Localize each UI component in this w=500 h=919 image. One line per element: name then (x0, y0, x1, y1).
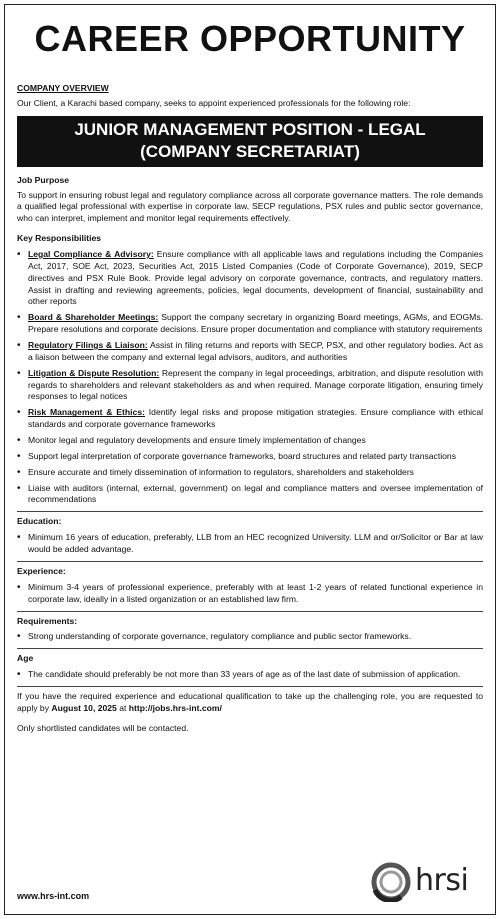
divider (17, 561, 483, 562)
responsibility-text: Represent the company in legal proceedings, arbitration, and dispute resolution with regards to shareholders and relevant stakeholders as and when required. Manage corporate litigation, ensuring timely responses to legal notices (28, 367, 483, 402)
position-subtitle: (COMPANY SECRETARIAT) (140, 141, 360, 161)
responsibility-item (17, 340, 483, 364)
hrsi-logo-icon (371, 862, 411, 902)
apply-text-at: at (116, 702, 129, 713)
education-title: Education: (17, 516, 62, 527)
responsibility-label: Board & Shareholder Meetings: (28, 312, 159, 323)
experience-item: • Minimum 3-4 years of professional experience, preferably with at least 1-2 years of related functional experience in corporate law, ideally in a listed organization or an established law firm. (17, 582, 483, 606)
responsibility-text: Liaise with auditors (internal, external, government) on legal and compliance matters and oversee implementation of recommendations (28, 482, 483, 505)
experience-title: Experience: (17, 565, 66, 576)
age-title: Age (17, 653, 34, 664)
responsibility-item (17, 483, 483, 507)
responsibility-item (17, 249, 483, 308)
position-banner (17, 116, 483, 167)
hrsi-logo-text: hrsi (415, 863, 469, 898)
responsibility-item (17, 368, 483, 404)
responsibility-item (17, 435, 483, 447)
responsibility-label: Legal Compliance & Advisory: (28, 249, 154, 260)
responsibility-text: Monitor legal and regulatory developments and ensure timely implementation of changes (28, 435, 366, 446)
overview-text: Our Client, a Karachi based company, seeks to appoint experienced professionals for the following role: (17, 97, 411, 108)
education-list (17, 532, 483, 556)
position-title: JUNIOR MANAGEMENT POSITION - LEGAL (74, 119, 426, 139)
headline: CAREER OPPORTUNITY (34, 18, 466, 59)
apply-link[interactable]: http://jobs.hrs-int.com/ (128, 702, 222, 713)
responsibility-text: Identify legal risks and propose mitigation strategies. Ensure compliance with ethical standards and corporate governance frameworks (28, 407, 484, 430)
divider (17, 611, 483, 612)
responsibility-text: Ensure accurate and timely dissemination of information to regulators, shareholders and stakeholders (28, 466, 414, 477)
requirements-list (17, 631, 483, 643)
responsibilities-list (17, 249, 483, 506)
responsibility-text: Support the company secretary in organizing Board meetings, AGMs, and EOGMs. Prepare resolutions and corporate decisions. Ensure proper documentation and compliance with statutory requirements (28, 312, 484, 335)
age-list (17, 669, 483, 681)
responsibilities-title: Key Responsibilities (17, 233, 102, 244)
divider (17, 648, 483, 649)
hrsi-logo (371, 862, 481, 902)
divider (17, 511, 483, 512)
apply-text: If you have the required experience and educational qualification to take up the challenging role, you are requested to apply by (17, 690, 483, 713)
responsibility-item (17, 451, 483, 463)
ad-content (17, 83, 483, 735)
responsibility-text: Assist in filing returns and reports with SECP, PSX, and other regulatory bodies. Act as a liaison between the company and external legal advisors, auditors, and authorities (28, 340, 483, 362)
responsibility-item (17, 312, 483, 336)
apply-instructions (17, 691, 483, 715)
responsibility-label: Litigation & Dispute Resolution: (28, 367, 160, 378)
responsibility-item (17, 407, 483, 431)
job-purpose-title: Job Purpose (17, 174, 70, 185)
responsibility-label: Risk Management & Ethics: (28, 407, 145, 418)
overview-title: COMPANY OVERVIEW (17, 83, 109, 93)
footer-website-link[interactable]: www.hrs-int.com (17, 890, 90, 901)
requirements-item: • Strong understanding of corporate governance, regulatory compliance and public sector frameworks. (17, 631, 483, 643)
shortlist-note: Only shortlisted candidates will be contacted. (17, 722, 189, 733)
experience-list (17, 582, 483, 606)
education-item: • Minimum 16 years of education, preferably, LLB from an HEC recognized University. LLM and or/Solicitor or Bar at law would be added advantage. (17, 532, 483, 556)
job-purpose-text: To support in ensuring robust legal and regulatory compliance across all corporate governance matters. The role demands a qualified legal professional with expertise in corporate law, SECP regulations, PSX rules and public sector governance, who can interpret, implement and monitor legal requirements effectively. (17, 189, 483, 224)
job-advertisement (4, 4, 496, 915)
divider (17, 686, 483, 687)
responsibility-item (17, 467, 483, 479)
apply-deadline: August 10, 2025 (51, 702, 117, 713)
responsibility-label: Regulatory Filings & Liaison: (28, 340, 148, 351)
requirements-title: Requirements: (17, 615, 78, 626)
responsibility-text: Ensure compliance with all applicable laws and regulations including the Companies Act, 2017, SOE Act, 2023, Securities Act, 2015 Listed Companies (Code of Corporate Governance), 2019, SECP directives and PSX Rule Book. Provide legal advisory on corporate governance, contracts, and regulatory matters. Assist in drafting and reviewing agreements, policies, legal documents, development of financial, sustainability and other reports (28, 249, 484, 307)
responsibility-text: Support legal interpretation of corporate governance frameworks, board structures and related party transactions (28, 450, 457, 461)
age-item: • The candidate should preferably be not more than 33 years of age as of the last date of submission of application. (17, 669, 483, 681)
